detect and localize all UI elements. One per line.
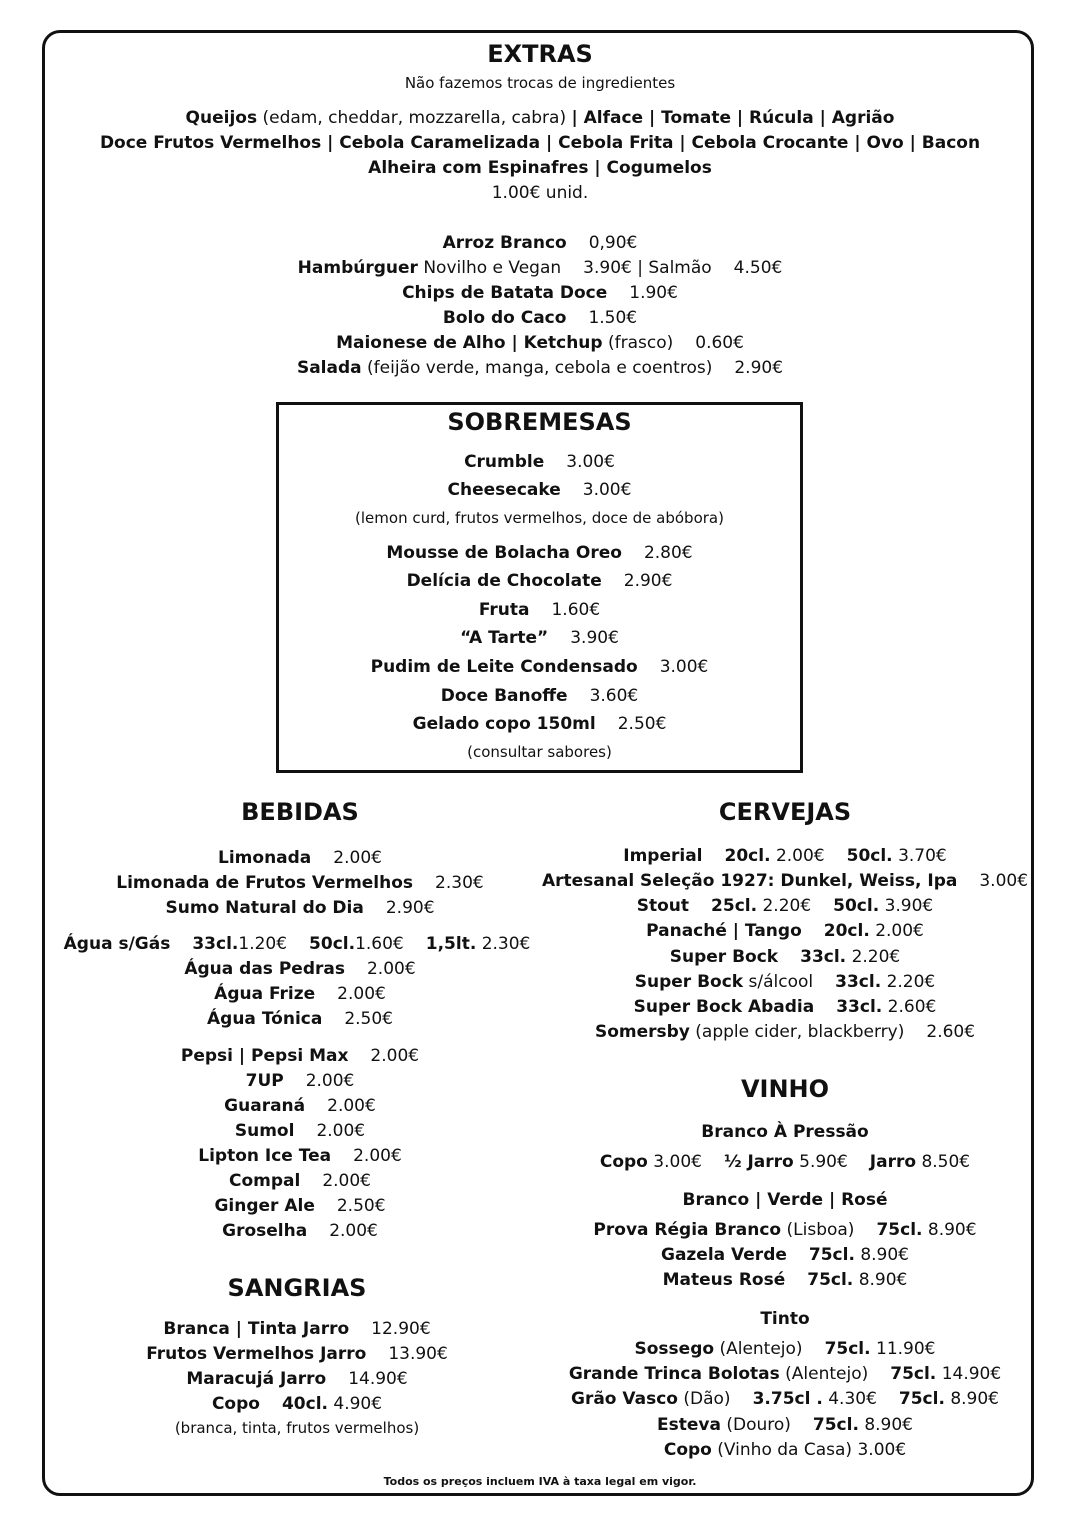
wine-item: Copo (Vinho da Casa) 3.00€ [663, 1440, 907, 1460]
drink-item: Sumol 2.00€ [234, 1121, 366, 1141]
drink-item: Ginger Ale 2.50€ [214, 1196, 386, 1216]
vinho-title: VINHO [740, 1075, 830, 1103]
extras-line-2: Doce Frutos Vermelhos | Cebola Caramelizada | Cebola Frita | Cebola Crocante | Ovo | Bacon [99, 133, 981, 153]
menu-item: Maionese de Alho | Ketchup (frasco) 0.60€ [336, 333, 744, 353]
dessert-item: Fruta 1.60€ [478, 600, 601, 620]
wine-item: Sossego (Alentejo) 75cl. 11.90€ [634, 1339, 936, 1359]
dessert-item: Gelado copo 150ml 2.50€ [412, 714, 667, 734]
bebidas-title: BEBIDAS [241, 798, 359, 826]
beer-item: Stout 25cl. 2.20€ 50cl. 3.90€ [636, 896, 934, 916]
sobremesas-title: SOBREMESAS [447, 408, 632, 436]
beer-item: Super Bock 33cl. 2.20€ [669, 947, 901, 967]
drink-item-agua: Água s/Gás 33cl.1.20€ 50cl.1.60€ 1,5lt. 2.30€ [63, 934, 531, 954]
drink-item: 7UP 2.00€ [245, 1071, 355, 1091]
extras-unit-price: 1.00€ unid. [491, 183, 589, 203]
wine-item: Grão Vasco (Dão) 3.75cl . 4.30€ 75cl. 8.90€ [571, 1389, 999, 1409]
wine-subtitle: Branco | Verde | Rosé [682, 1190, 888, 1210]
sangria-item: Frutos Vermelhos Jarro 13.90€ [146, 1344, 448, 1364]
drink-item: Guaraná 2.00€ [224, 1096, 376, 1116]
beer-item: Panaché | Tango 20cl. 2.00€ [646, 921, 924, 941]
extras-line-1: Queijos (edam, cheddar, mozzarella, cabra) | Alface | Tomate | Rúcula | Agrião [185, 108, 895, 128]
dessert-item: Cheesecake 3.00€ [447, 480, 632, 500]
beer-item: Super Bock s/álcool 33cl. 2.20€ [634, 972, 936, 992]
extras-line-3: Alheira com Espinafres | Cogumelos [368, 158, 712, 178]
wine-item: Grande Trinca Bolotas (Alentejo) 75cl. 14.90€ [568, 1364, 1002, 1384]
menu-item: Salada (feijão verde, manga, cebola e coentros) 2.90€ [296, 358, 784, 378]
dessert-item: “A Tarte” 3.90€ [460, 628, 619, 648]
beer-item: Artesanal Seleção 1927: Dunkel, Weiss, Ipa 3.00€ [541, 871, 1029, 891]
drink-item: Lipton Ice Tea 2.00€ [198, 1146, 402, 1166]
wine-subtitle: Tinto [760, 1309, 810, 1329]
wine-item: Prova Régia Branco (Lisboa) 75cl. 8.90€ [593, 1220, 977, 1240]
sangria-item: Branca | Tinta Jarro 12.90€ [163, 1319, 431, 1339]
drink-item: Água das Pedras 2.00€ [184, 959, 416, 979]
extras-title: EXTRAS [487, 40, 593, 68]
drink-item: Água Tónica 2.50€ [207, 1009, 393, 1029]
dessert-item: Crumble 3.00€ [464, 452, 615, 472]
wine-item: Gazela Verde 75cl. 8.90€ [660, 1245, 909, 1265]
drink-item: Limonada 2.00€ [218, 848, 382, 868]
footer-note: Todos os preços incluem IVA à taxa legal em vigor. [383, 1475, 697, 1488]
sangria-note: (branca, tinta, frutos vermelhos) [174, 1419, 420, 1437]
menu-item: Arroz Branco 0,90€ [442, 233, 638, 253]
drink-item: Pepsi | Pepsi Max 2.00€ [180, 1046, 420, 1066]
drink-item: Água Frize 2.00€ [214, 984, 386, 1004]
wine-item: Esteva (Douro) 75cl. 8.90€ [656, 1415, 913, 1435]
dessert-item: Mousse de Bolacha Oreo 2.80€ [386, 543, 693, 563]
dessert-note: (consultar sabores) [467, 743, 612, 761]
drink-item: Compal 2.00€ [228, 1171, 371, 1191]
cervejas-title: CERVEJAS [718, 798, 852, 826]
drink-item: Sumo Natural do Dia 2.90€ [165, 898, 435, 918]
sangria-item: Maracujá Jarro 14.90€ [186, 1369, 408, 1389]
dessert-item: Pudim de Leite Condensado 3.00€ [370, 657, 709, 677]
beer-item: Imperial 20cl. 2.00€ 50cl. 3.70€ [623, 846, 947, 866]
dessert-item: Delícia de Chocolate 2.90€ [406, 571, 673, 591]
drink-item: Limonada de Frutos Vermelhos 2.30€ [116, 873, 484, 893]
extras-subtitle: Não fazemos trocas de ingredientes [404, 74, 676, 92]
beer-item: Super Bock Abadia 33cl. 2.60€ [633, 997, 937, 1017]
menu-item: Hambúrguer Novilho e Vegan 3.90€ | Salmão 4.50€ [297, 258, 783, 278]
wine-item: Mateus Rosé 75cl. 8.90€ [662, 1270, 908, 1290]
sangria-item: Copo 40cl. 4.90€ [211, 1394, 383, 1414]
drink-item: Groselha 2.00€ [222, 1221, 378, 1241]
sangrias-title: SANGRIAS [227, 1274, 367, 1302]
wine-item: Copo 3.00€ ½ Jarro 5.90€ Jarro 8.50€ [599, 1152, 971, 1172]
menu-item: Bolo do Caco 1.50€ [442, 308, 638, 328]
menu-item: Chips de Batata Doce 1.90€ [402, 283, 678, 303]
beer-item: Somersby (apple cider, blackberry) 2.60€ [594, 1022, 976, 1042]
dessert-item: Doce Banoffe 3.60€ [440, 686, 639, 706]
wine-subtitle: Branco À Pressão [701, 1122, 869, 1142]
dessert-note: (lemon curd, frutos vermelhos, doce de abóbora) [355, 509, 724, 527]
